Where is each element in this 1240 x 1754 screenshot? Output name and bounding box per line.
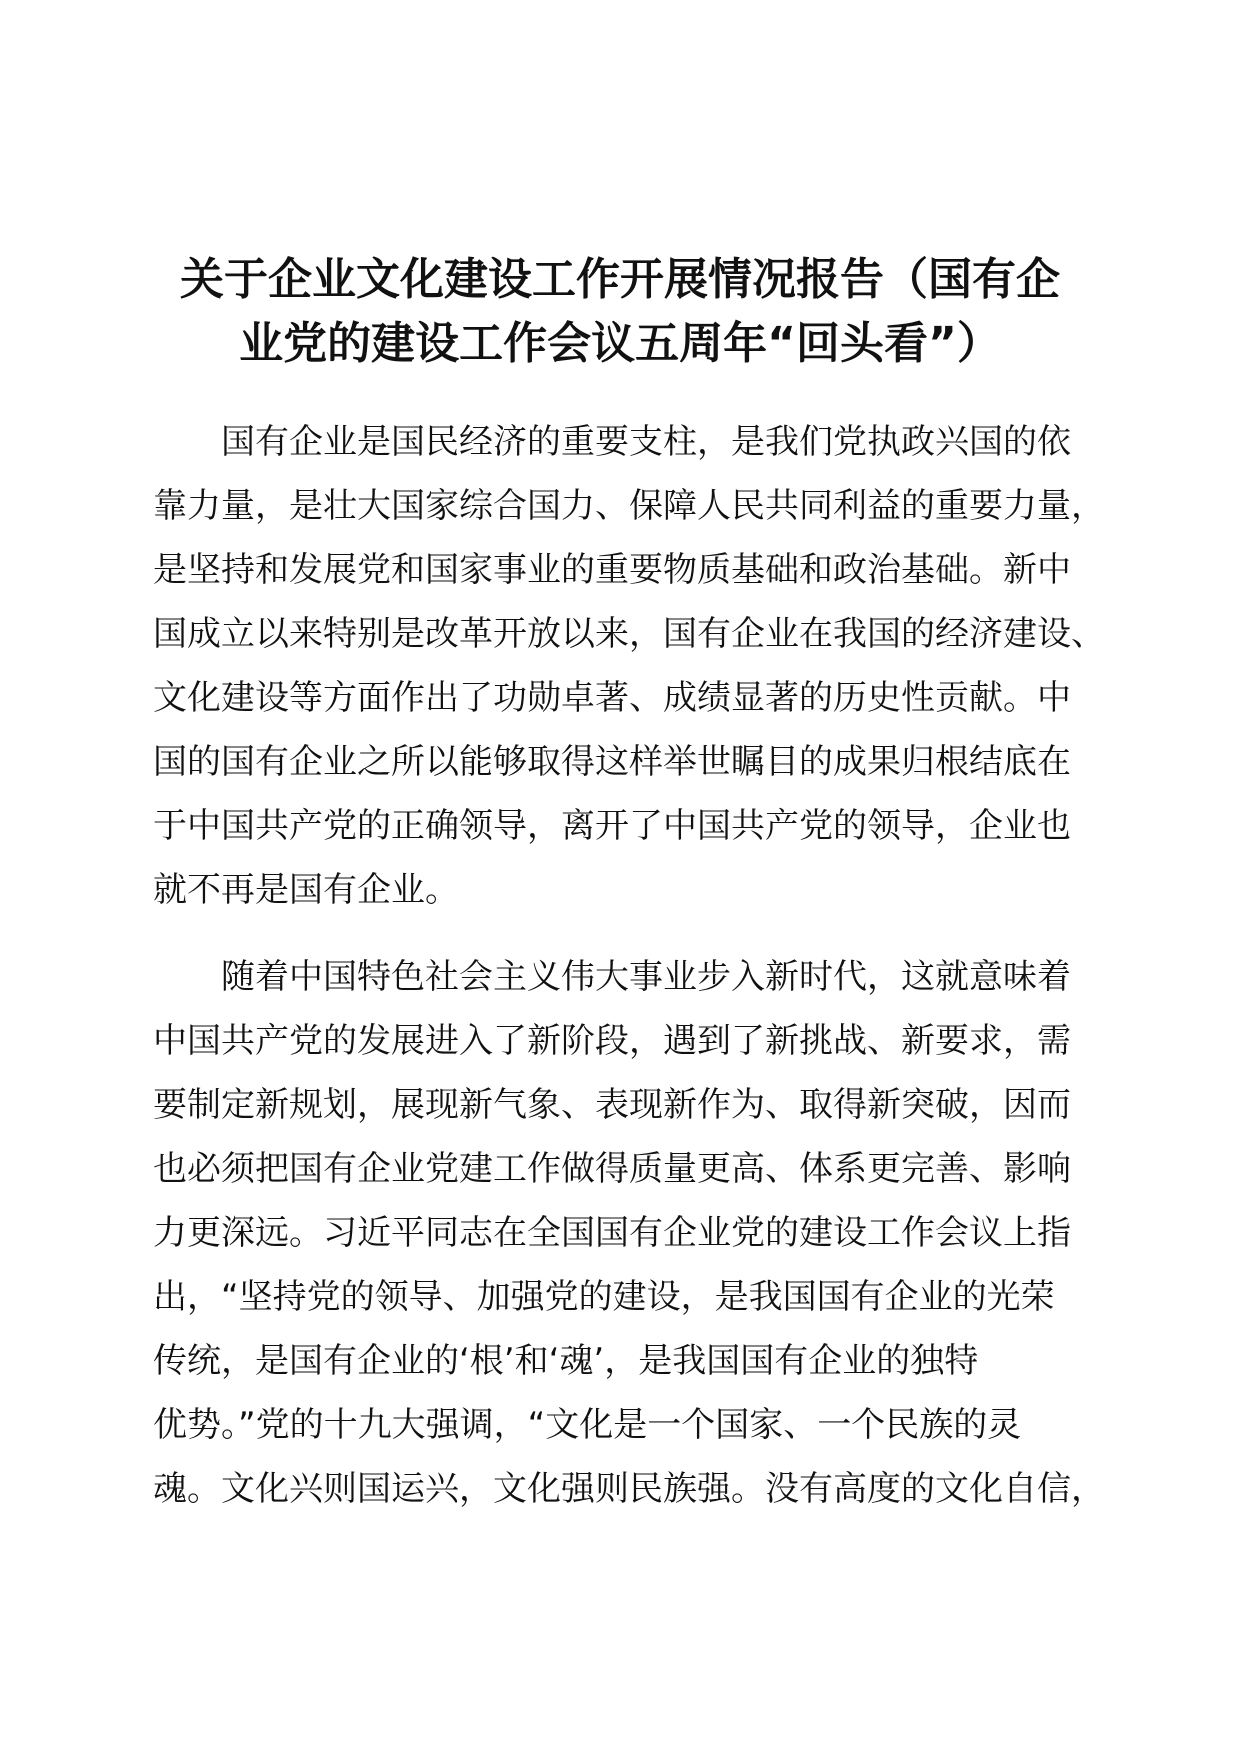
text-line: 要制定新规划，展现新气象、表现新作为、取得新突破，因而 [153,1085,1071,1125]
text-line: 出，“坚持党的领导、加强党的建设，是我国国有企业的光荣 [153,1277,1055,1317]
text-line: 靠力量，是壮大国家综合国力、保障人民共同利益的重要力量， [153,486,1105,526]
text-line: 也必须把国有企业党建工作做得质量更高、体系更完善、影响 [153,1149,1071,1189]
text-line: 国的国有企业之所以能够取得这样举世瞩目的成果归根结底在 [153,742,1071,782]
text-line: 魂。文化兴则国运兴，文化强则民族强。没有高度的文化自信， [153,1469,1105,1509]
text-line: 国成立以来特别是改革开放以来，国有企业在我国的经济建设、 [153,614,1105,654]
text-line: 文化建设等方面作出了功勋卓著、成绩显著的历史性贡献。中 [153,678,1071,718]
text-line: 随着中国特色社会主义伟大事业步入新时代，这就意味着 [221,957,1071,997]
title-line: 业党的建设工作会议五周年“回头看”） [239,318,1001,369]
text-line: 中国共产党的发展进入了新阶段，遇到了新挑战、新要求，需 [153,1021,1071,1061]
paragraph-2 [153,945,1105,1521]
title-line: 关于企业文化建设工作开展情况报告（国有企 [180,254,1060,305]
document-title [150,248,1090,376]
text-line: 是坚持和发展党和国家事业的重要物质基础和政治基础。新中 [153,550,1071,590]
text-line: 优势。”党的十九大强调，“文化是一个国家、一个民族的灵 [153,1405,1022,1445]
text-line: 于中国共产党的正确领导，离开了中国共产党的领导，企业也 [153,806,1071,846]
text-line: 传统，是国有企业的‘根’和‘魂’，是我国国有企业的独特 [153,1341,979,1381]
paragraph-1 [153,410,1105,922]
text-line: 力更深远。习近平同志在全国国有企业党的建设工作会议上指 [153,1213,1071,1253]
text-line: 就不再是国有企业。 [153,870,459,910]
text-line: 国有企业是国民经济的重要支柱，是我们党执政兴国的依 [221,422,1071,462]
